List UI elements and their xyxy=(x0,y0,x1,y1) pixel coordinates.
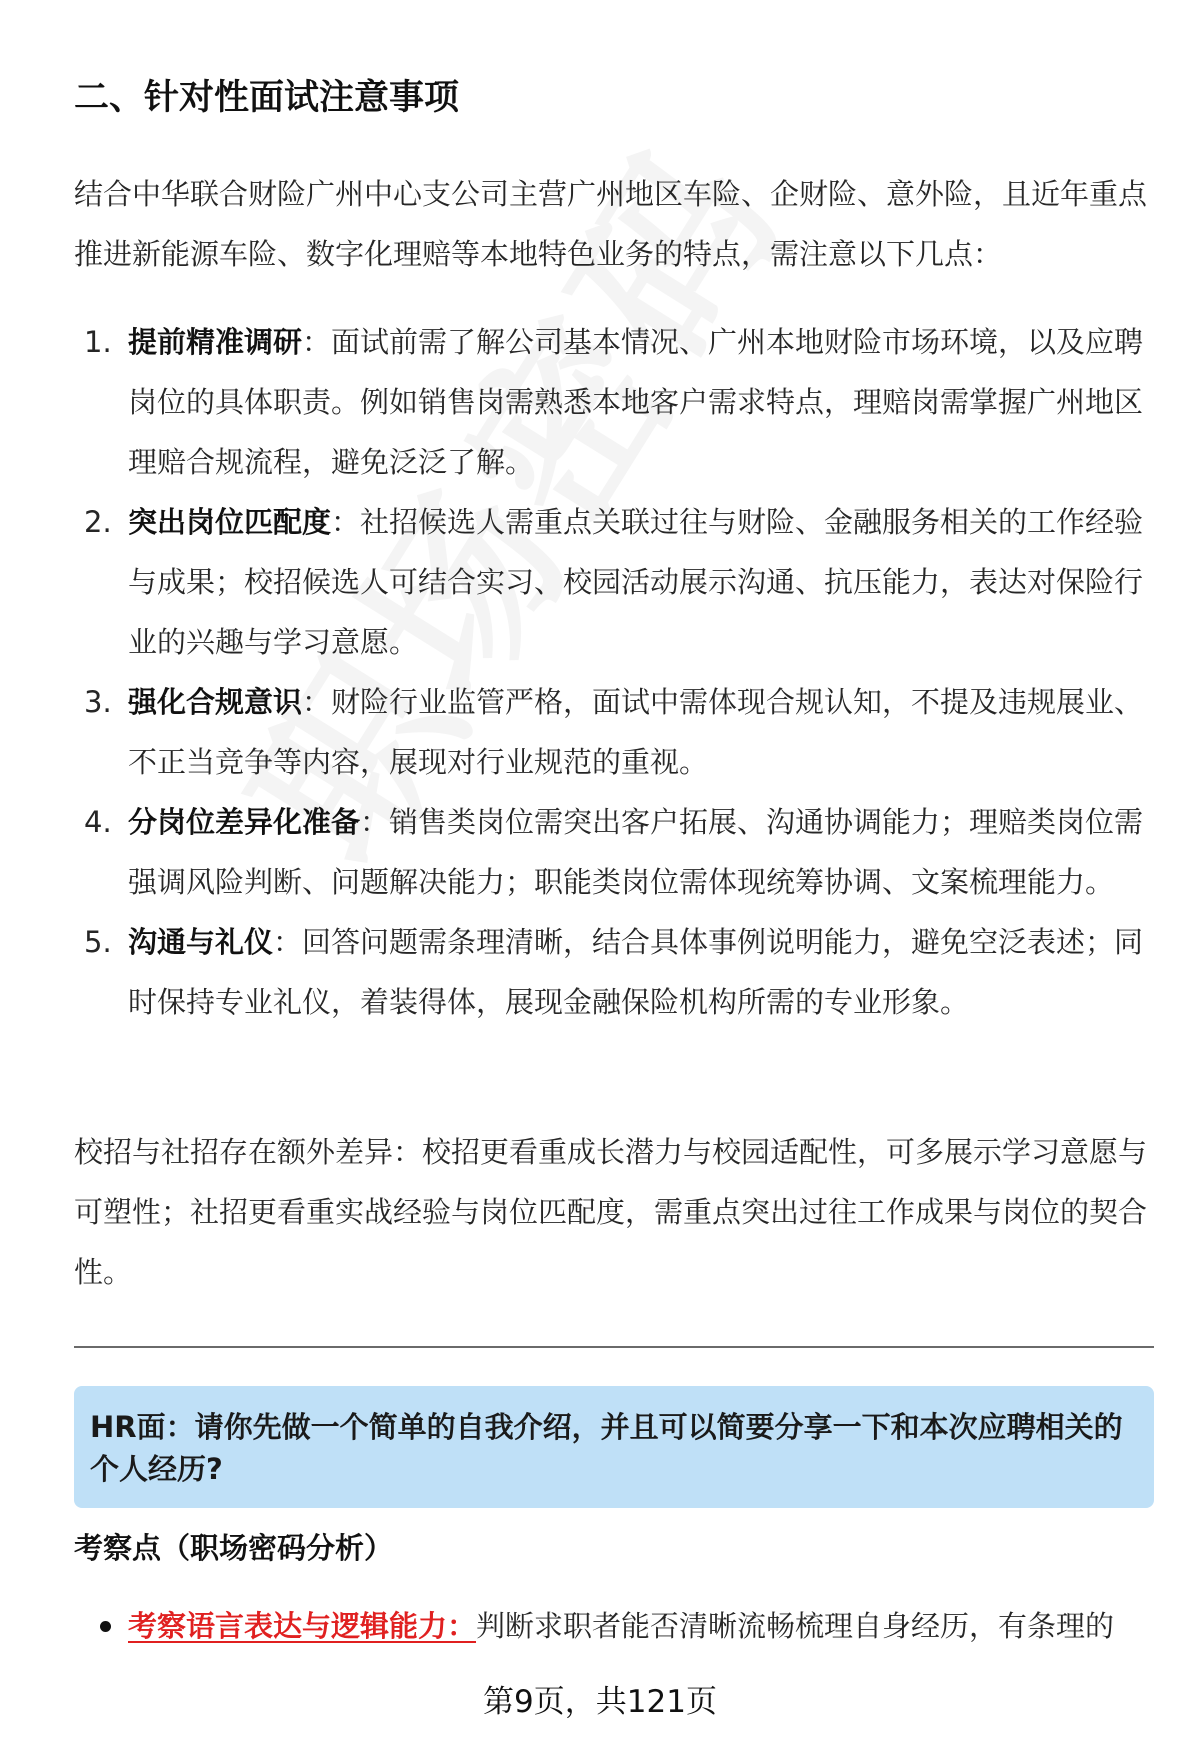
section-title: 二、针对性面试注意事项 xyxy=(74,78,460,118)
list-item-4 xyxy=(74,792,1154,912)
list-item-term: 强化合规意识 xyxy=(128,685,303,719)
analysis-bullet-text: 判断求职者能否清晰流畅梳理自身经历，有条理的 xyxy=(476,1609,1115,1643)
list-item-term: 提前精准调研 xyxy=(128,325,303,359)
bullet-dot-icon xyxy=(100,1621,111,1632)
list-number: 4. xyxy=(84,805,112,839)
list-item-3 xyxy=(74,672,1154,792)
list-item-text: 面试前需了解公司基本情况、广州本地财险市场环境，以及应聘岗位的具体职责。例如销售岗需熟悉本地客户需求特点，理赔岗需掌握广州地区理赔合规流程，避免泛泛了解。 xyxy=(128,325,1144,479)
list-item-5 xyxy=(74,912,1154,1032)
hr-question-text: HR面：请你先做一个简单的自我介绍，并且可以简要分享一下和本次应聘相关的个人经历? xyxy=(90,1410,1123,1486)
outro-paragraph: 校招与社招存在额外差异：校招更看重成长潜力与校园适配性，可多展示学习意愿与可塑性；社招更看重实战经验与岗位匹配度，需重点突出过往工作成果与岗位的契合性。 xyxy=(74,1135,1148,1289)
intro-paragraph: 结合中华联合财险广州中心支公司主营广州地区车险、企财险、意外险，且近年重点推进新能源车险、数字化理赔等本地特色业务的特点，需注意以下几点： xyxy=(74,177,1148,271)
list-item-separator: ： xyxy=(360,805,390,839)
list-number: 3. xyxy=(84,685,112,719)
list-item-separator: ： xyxy=(273,925,303,959)
list-item-separator: ： xyxy=(331,505,361,539)
list-item-text: 回答问题需条理清晰，结合具体事例说明能力，避免空泛表述；同时保持专业礼仪，着装得体，展现金融保险机构所需的专业形象。 xyxy=(128,925,1144,1019)
list-item-term: 沟通与礼仪 xyxy=(128,925,274,959)
list-number: 5. xyxy=(84,925,112,959)
section-divider xyxy=(74,1346,1154,1348)
list-item-text: 销售类岗位需突出客户拓展、沟通协调能力；理赔类岗位需强调风险判断、问题解决能力；职能类岗位需体现统筹协调、文案梳理能力。 xyxy=(128,805,1144,899)
analysis-bullet-item xyxy=(74,1596,1154,1656)
list-item-1 xyxy=(74,312,1154,492)
list-item-2 xyxy=(74,492,1154,672)
page-number: 第9页，共121页 xyxy=(483,1684,717,1720)
numbered-list xyxy=(74,312,1154,1032)
list-item-text: 财险行业监管严格，面试中需体现合规认知，不提及违规展业、不正当竞争等内容，展现对行业规范的重视。 xyxy=(128,685,1144,779)
list-item-term: 突出岗位匹配度 xyxy=(128,505,332,539)
list-item-separator: ： xyxy=(302,685,332,719)
list-number: 1. xyxy=(84,325,112,359)
list-item-text: 社招候选人需重点关联过往与财险、金融服务相关的工作经验与成果；校招候选人可结合实习、校园活动展示沟通、抗压能力，表达对保险行业的兴趣与学习意愿。 xyxy=(128,505,1144,659)
list-item-term: 分岗位差异化准备 xyxy=(128,805,361,839)
list-number: 2. xyxy=(84,505,112,539)
analysis-title: 考察点（职场密码分析） xyxy=(74,1531,394,1565)
analysis-bullet-list xyxy=(74,1596,1154,1656)
hr-question-box xyxy=(74,1386,1154,1508)
list-item-separator: ： xyxy=(302,325,332,359)
analysis-bullet-term: 考察语言表达与逻辑能力： xyxy=(128,1609,477,1643)
